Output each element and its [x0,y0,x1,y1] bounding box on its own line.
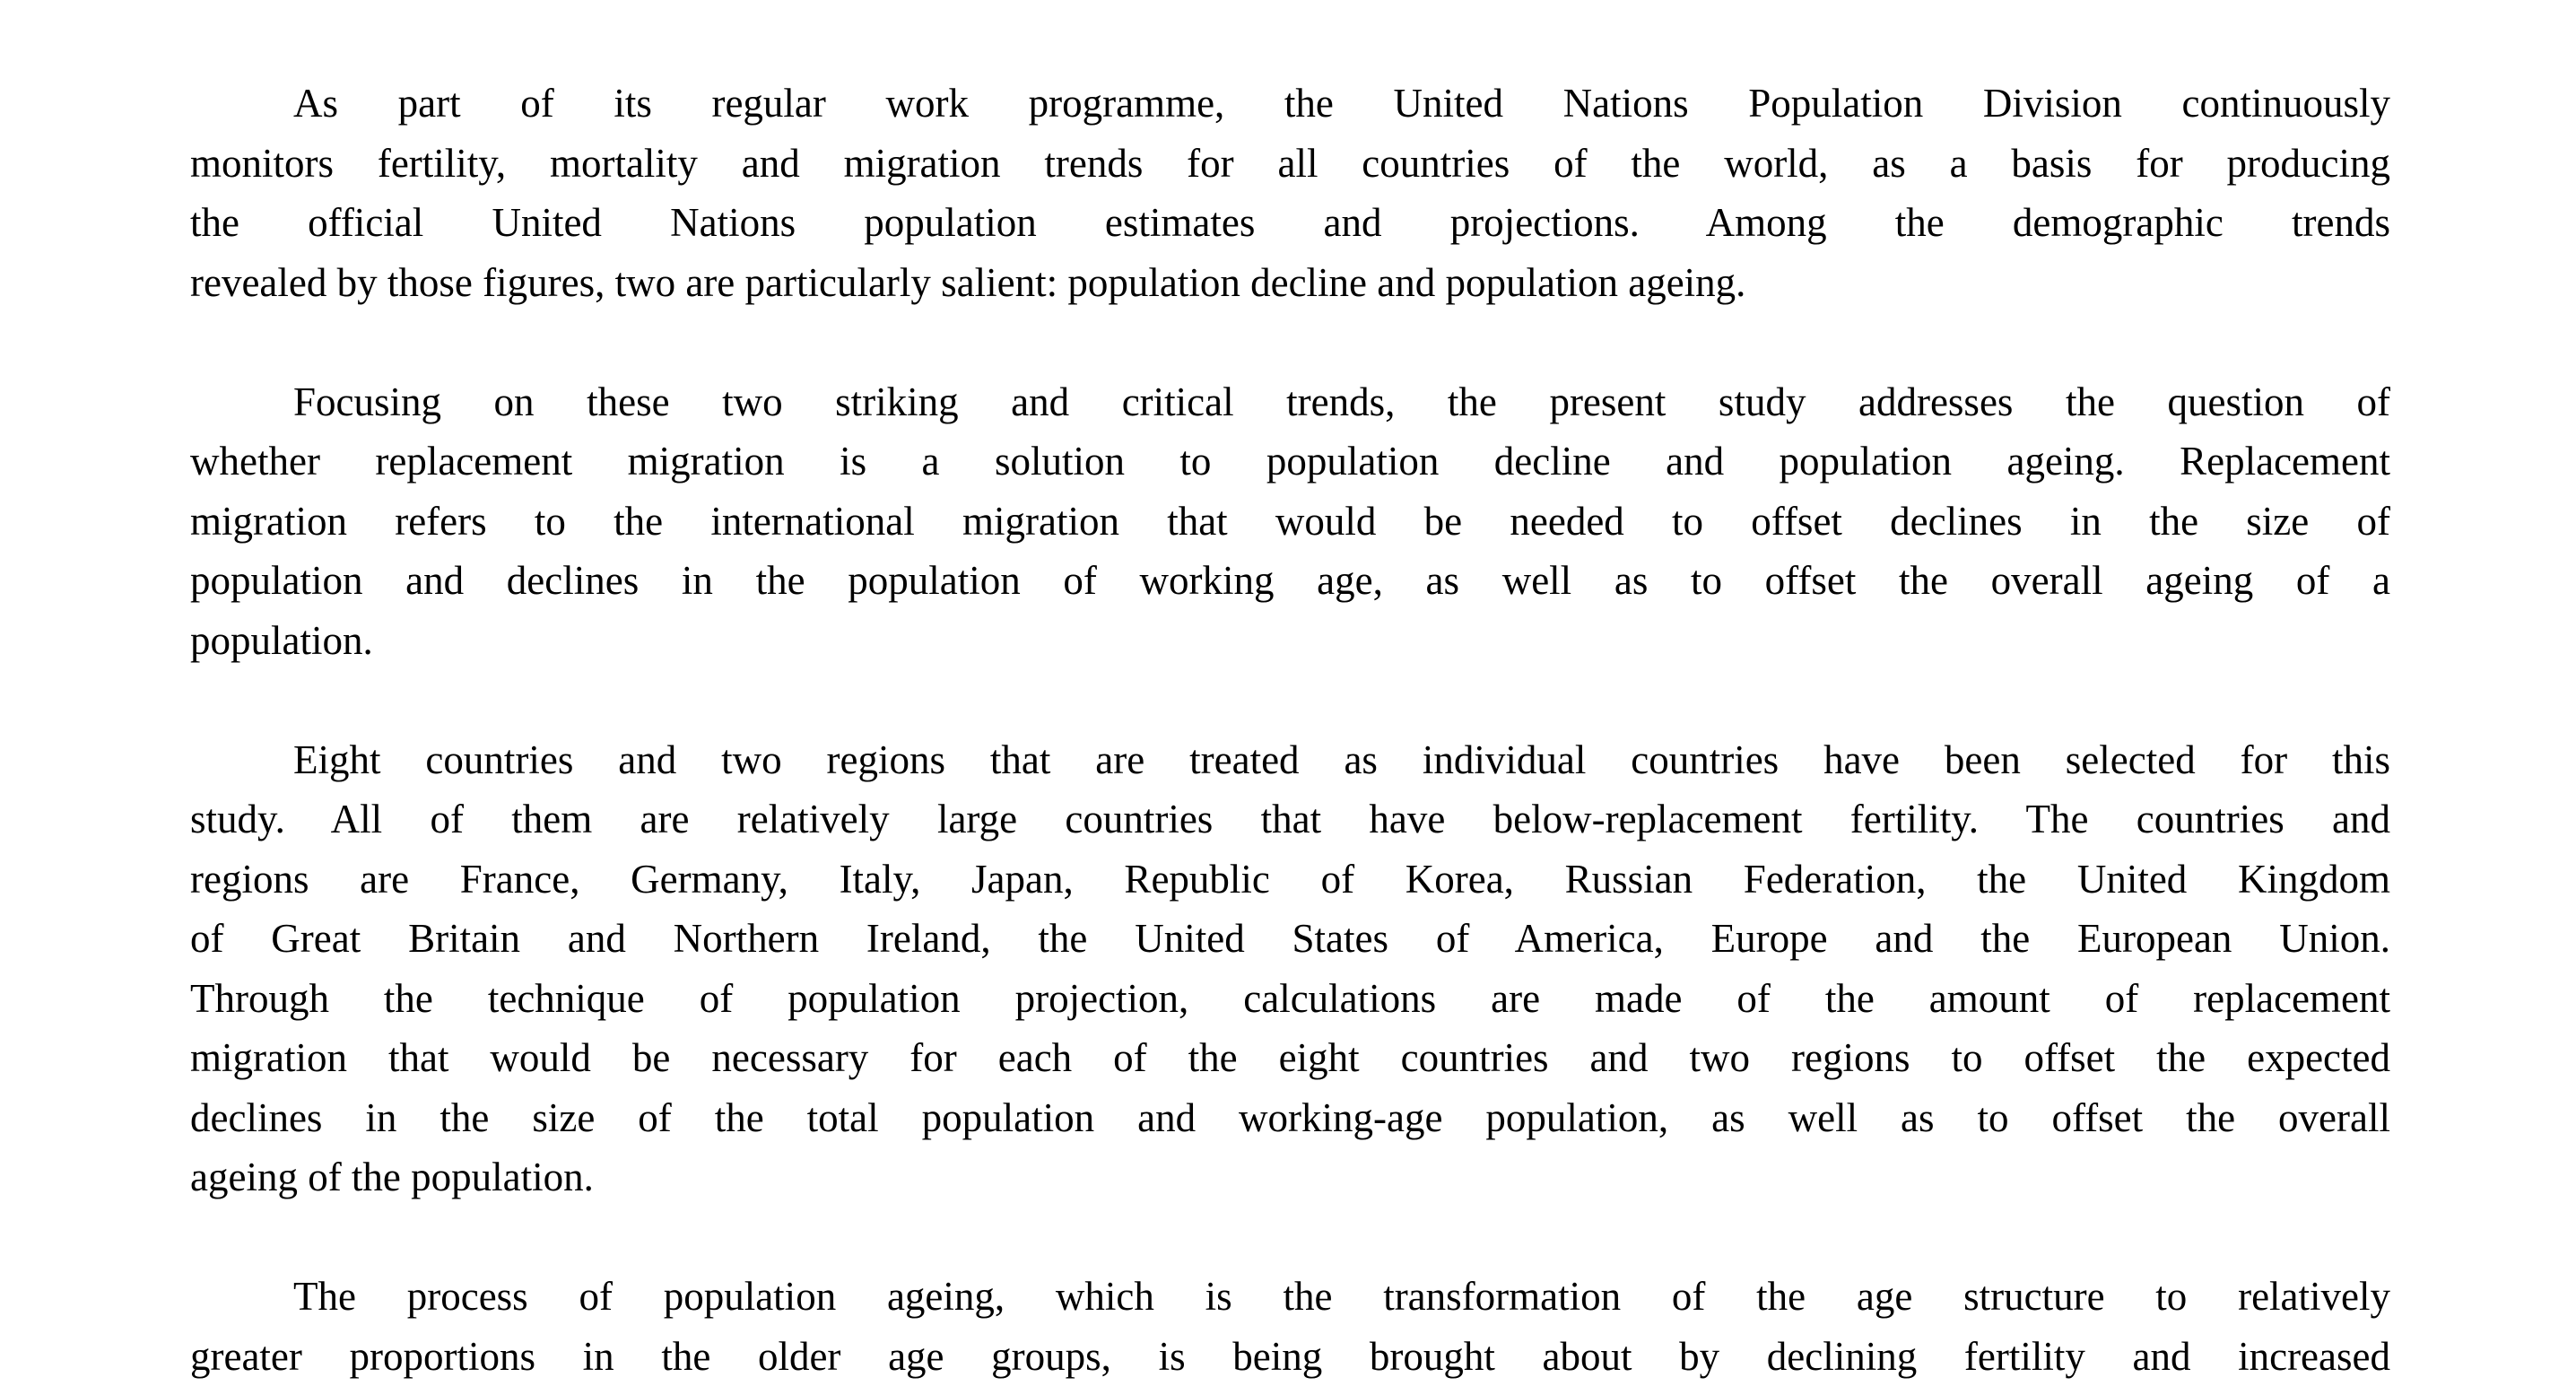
text-line: Focusing on these two striking and critical trends, the present study addresses the question of [190,372,2390,432]
text-line: The process of population ageing, which is the transformation of the age structure to relatively [190,1267,2390,1327]
text-line: Through the technique of population projection, calculations are made of the amount of replacement [190,969,2390,1029]
text-line: monitors fertility, mortality and migration trends for all countries of the world, as a basis for producing [190,134,2390,194]
text-line: of Great Britain and Northern Ireland, the United States of America, Europe and the European Union. [190,909,2390,969]
paragraph-2 [190,372,2390,671]
text-line: Eight countries and two regions that are treated as individual countries have been selected for this [190,730,2390,790]
text-line: population and declines in the population of working age, as well as to offset the overall ageing of a [190,551,2390,611]
text-line: As part of its regular work programme, the United Nations Population Division continuously [190,74,2390,134]
text-line: regions are France, Germany, Italy, Japan, Republic of Korea, Russian Federation, the United Kingdom [190,850,2390,910]
text-line: greater proportions in the older age groups, is being brought about by declining fertility and increased [190,1327,2390,1386]
text-line: the official United Nations population estimates and projections. Among the demographic trends [190,193,2390,253]
text-line: whether replacement migration is a solution to population decline and population ageing. Replacement [190,431,2390,492]
text-line: revealed by those figures, two are particularly salient: population decline and population ageing. [190,253,2390,313]
text-line: declines in the size of the total population and working-age population, as well as to offset the overall [190,1088,2390,1148]
text-line: study. All of them are relatively large countries that have below-replacement fertility. The countries and [190,789,2390,850]
paragraph-3 [190,730,2390,1207]
text-line: migration refers to the international migration that would be needed to offset declines in the size of [190,492,2390,552]
paragraph-1 [190,74,2390,312]
text-line: ageing of the population. [190,1147,2390,1207]
text-line: migration that would be necessary for each of the eight countries and two regions to offset the expected [190,1028,2390,1088]
paragraph-4 [190,1267,2390,1386]
text-line: population. [190,611,2390,671]
